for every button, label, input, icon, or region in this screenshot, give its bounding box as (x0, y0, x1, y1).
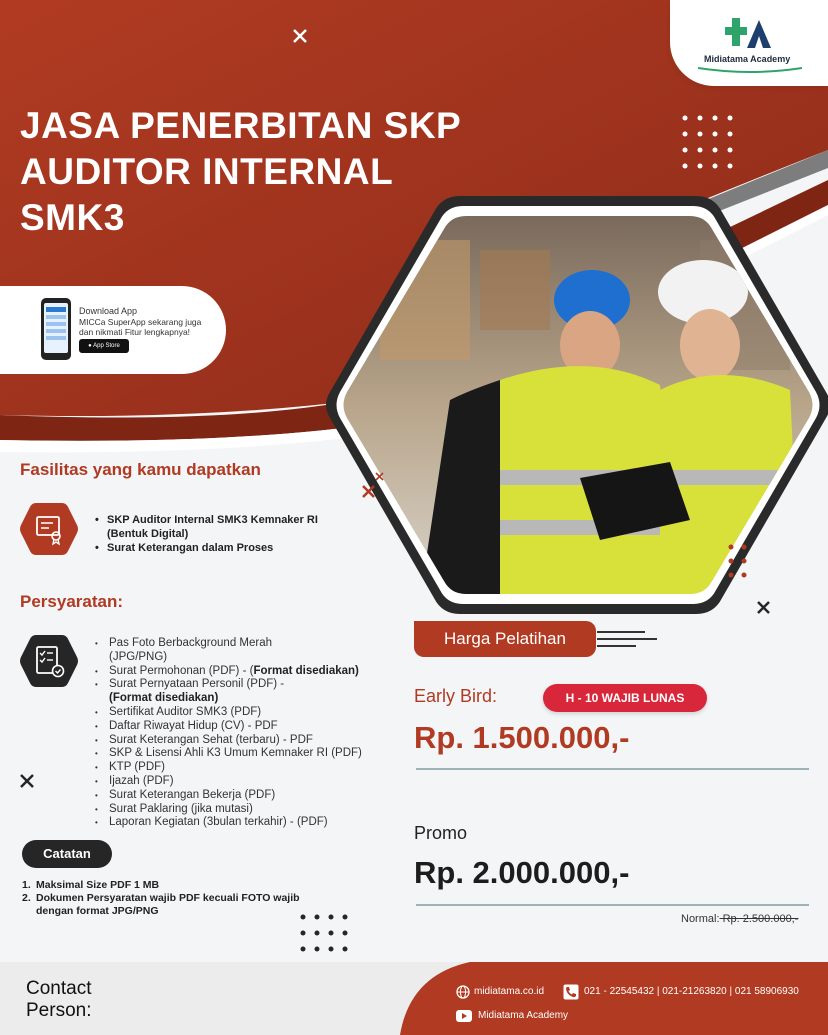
contact-line-2: Person: (26, 1000, 92, 1021)
list-item: • Surat Paklaring (jika mutasi) (95, 803, 362, 817)
list-item: • Ijazah (PDF) (95, 775, 362, 789)
note-number: 1. (22, 879, 31, 891)
early-bird-label: Early Bird: (414, 686, 498, 706)
list-item: • Sertifikat Auditor SMK3 (PDF) (95, 706, 362, 720)
list-item: • SKP Auditor Internal SMK3 Kemnaker RI (Bentuk Digital) (95, 513, 318, 541)
title-line-1: JASA PENERBITAN SKP (20, 105, 462, 146)
logo-swoosh (698, 66, 802, 74)
note-item (22, 892, 300, 918)
apple-icon: ● (88, 343, 92, 349)
website-link[interactable]: midiatama.co.id (474, 986, 545, 997)
facilities-list (95, 513, 318, 555)
list-item: • Daftar Riwayat Hidup (CV) - PDF (95, 720, 362, 734)
pricing-label: Harga Pelatihan (414, 621, 596, 657)
app-store-badge[interactable] (79, 339, 129, 353)
notes-list (22, 879, 300, 918)
normal-price-label: Normal: (681, 913, 720, 925)
app-promo-line-2: dan nikmati Fitur lengkapnya! (79, 327, 191, 337)
note-text: Dokumen Persyaratan wajib PDF kecuali FOTO wajib (36, 892, 300, 904)
list-item: • Surat Keterangan dalam Proses (95, 541, 318, 555)
phone-icon (563, 984, 579, 1000)
app-promo-title: Download App (79, 306, 138, 316)
normal-price (681, 913, 798, 925)
logo-card (670, 0, 828, 86)
contact-line-1: Contact (26, 978, 92, 999)
note-text: dengan format JPG/PNG (36, 905, 159, 917)
app-promo-line-1: MICCa SuperApp sekarang juga (79, 316, 202, 327)
phone-numbers[interactable]: 021 - 22545432 | 021-21263820 | 021 58906930 (584, 986, 799, 997)
list-item (95, 678, 362, 706)
list-item: • SKP & Lisensi Ahli K3 Umum Kemnaker RI (PDF) (95, 747, 362, 761)
app-store-label: App Store (93, 343, 120, 349)
req-line: Surat Pernyataan Personil (PDF) - (109, 678, 285, 691)
req-bold: Format disediakan) (253, 664, 359, 677)
youtube-icon (456, 1010, 472, 1022)
promo-label: Promo (414, 823, 468, 843)
req-bold: (Format disediakan) (109, 692, 219, 705)
list-item: • KTP (PDF) (95, 761, 362, 775)
early-bird-price: Rp. 1.500.000,- (414, 720, 630, 755)
title-line-3: SMK3 (20, 197, 125, 238)
req-line: (JPG/PNG) (109, 650, 168, 663)
title-line-2: AUDITOR INTERNAL (20, 151, 394, 192)
page-title (20, 103, 500, 241)
youtube-channel[interactable]: Midiatama Academy (478, 1010, 569, 1021)
logo-text: Midiatama Academy (704, 54, 791, 64)
academy-logo-icon (725, 18, 775, 52)
certificate-icon (20, 501, 78, 557)
note-number: 2. (22, 892, 31, 904)
normal-price-value: Rp. 2.500.000,- (719, 913, 799, 925)
globe-icon (456, 985, 470, 999)
list-item: • Surat Keterangan Sehat (terbaru) - PDF (95, 734, 362, 748)
checklist-icon (20, 633, 78, 689)
facilities-title: Fasilitas yang kamu dapatkan (20, 460, 261, 479)
contact-person-label (26, 978, 91, 1022)
early-bird-badge: H - 10 WAJIB LUNAS (543, 684, 707, 712)
requirements-list (95, 637, 362, 830)
list-item: • Laporan Kegiatan (3bulan terkahir) - (PDF) (95, 816, 362, 830)
requirements-title: Persyaratan: (20, 592, 124, 611)
list-item (95, 637, 362, 665)
promo-price: Rp. 2.000.000,- (414, 855, 630, 890)
app-promo-text (79, 306, 201, 338)
list-item: • Surat Keterangan Bekerja (PDF) (95, 789, 362, 803)
notes-label: Catatan (22, 840, 112, 868)
phone-icon (40, 297, 72, 361)
req-line: Pas Foto Berbackground Merah (109, 637, 273, 649)
list-item (95, 665, 362, 679)
note-item (22, 879, 300, 892)
note-text: Maksimal Size PDF 1 MB (36, 879, 160, 891)
req-line: Surat Permohonan (PDF) - ( (109, 664, 254, 677)
